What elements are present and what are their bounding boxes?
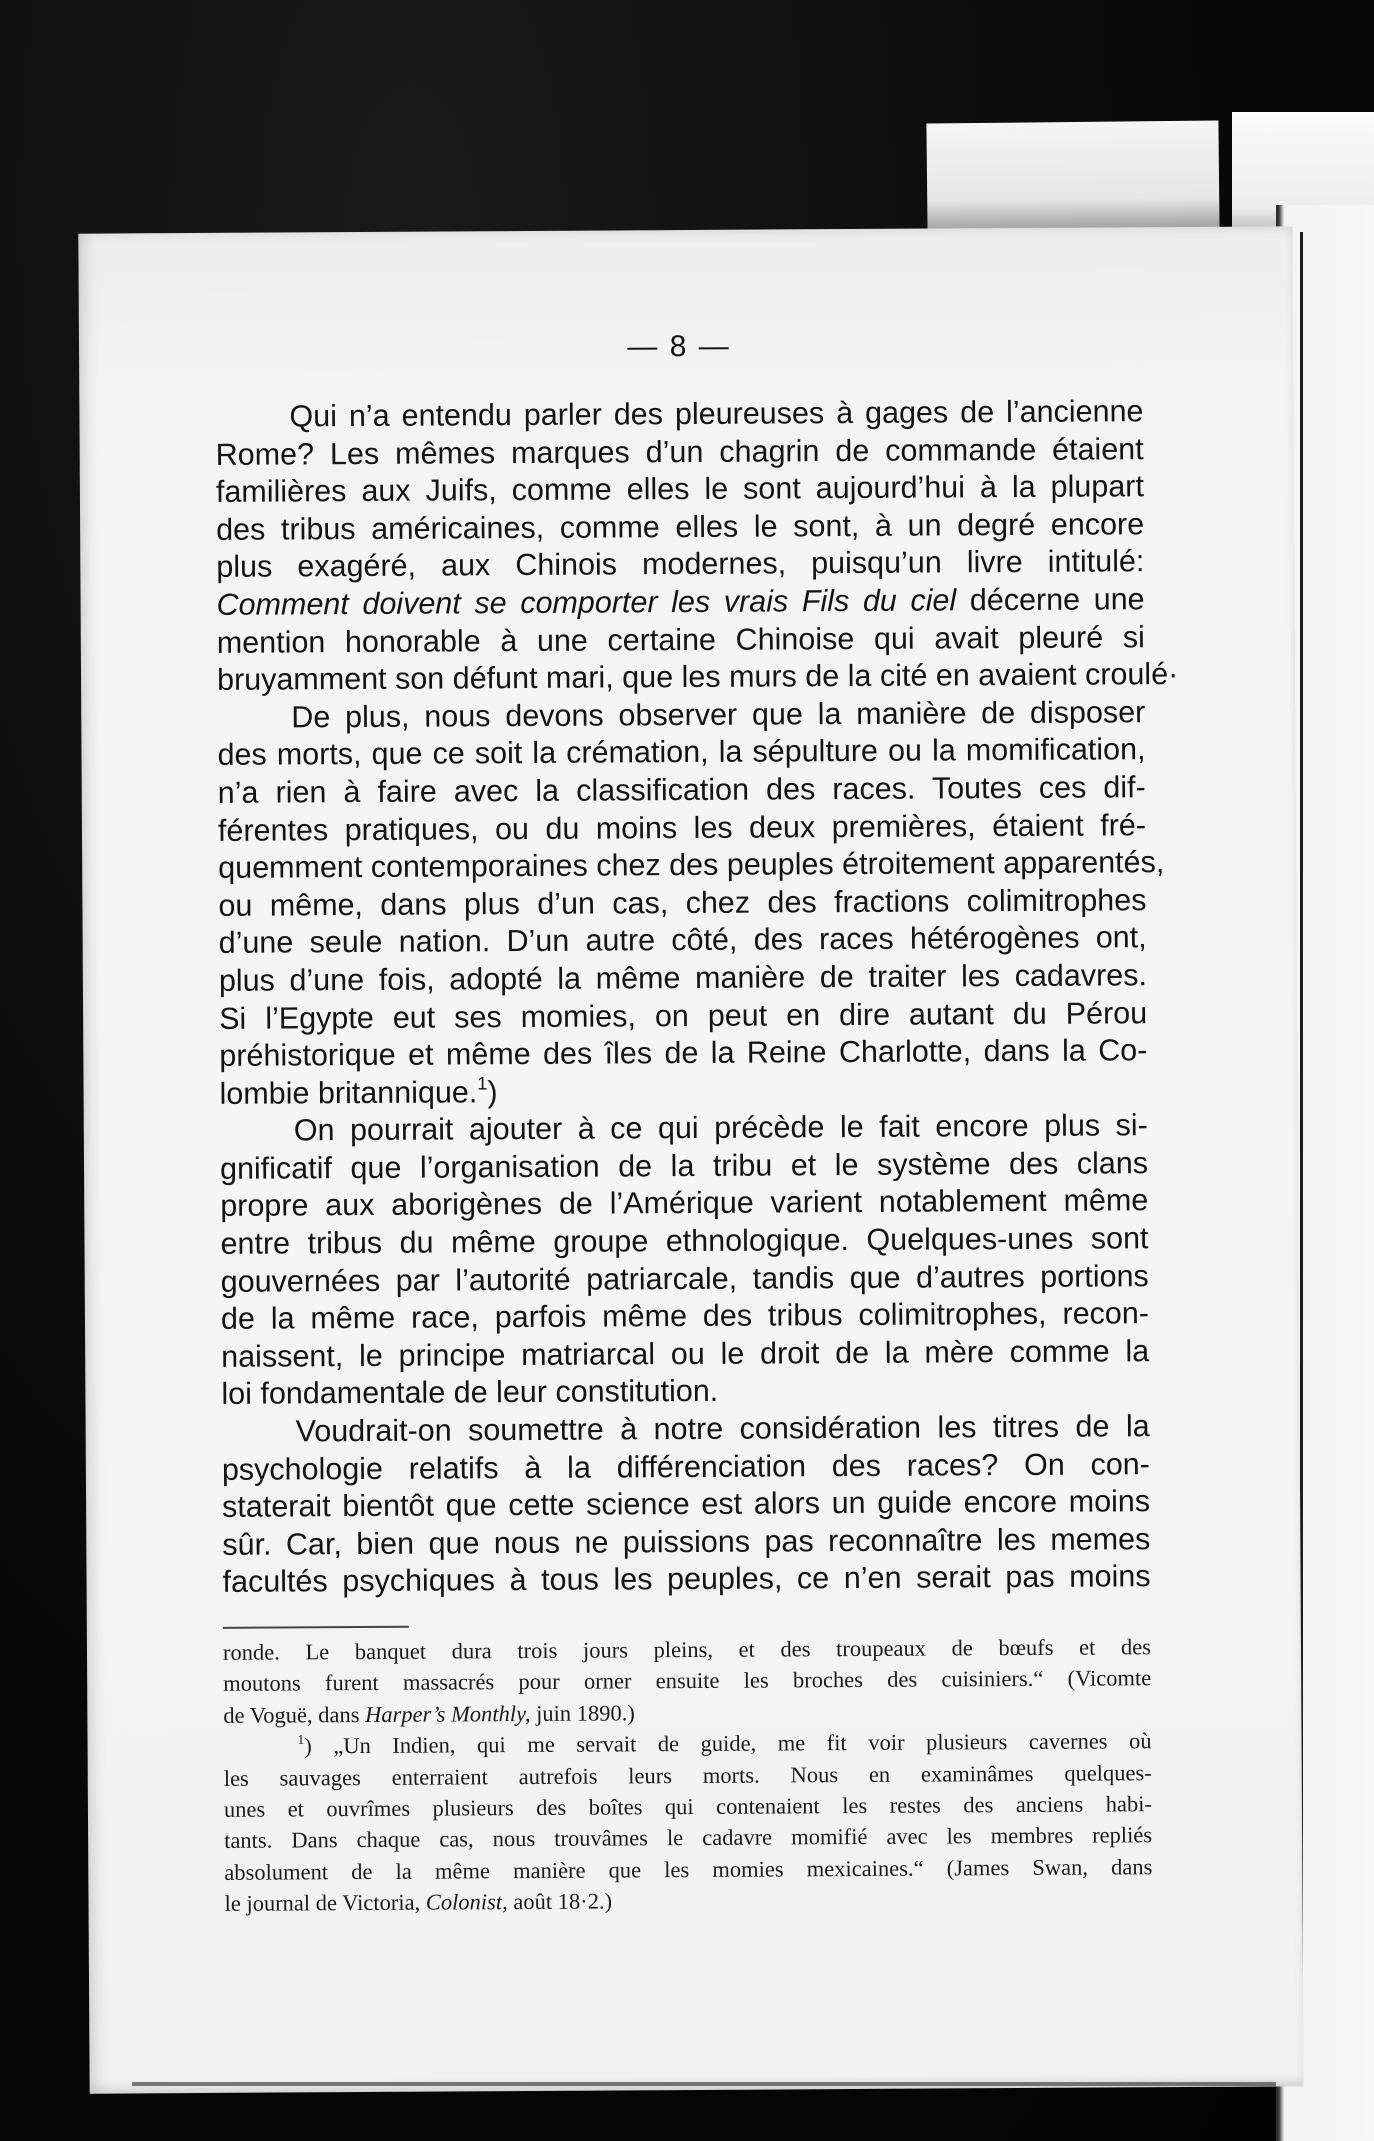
line-text: d’une seule nation. D’un autre côté, des races hétérogènes ont, [218, 920, 1147, 961]
line-text: de Voguë, dans [223, 1701, 366, 1728]
body-line [218, 769, 1146, 812]
footnote-rule [223, 1626, 409, 1629]
body-line [217, 619, 1145, 662]
page-text-block [214, 227, 1179, 1917]
paper-slip [926, 120, 1219, 233]
line-text: juin 1890.) [530, 1700, 635, 1726]
line-text: entre tribus du même groupe ethnologique. Quelques-unes sont [220, 1221, 1149, 1261]
line-text: décerne une [956, 582, 1145, 618]
page-bottom-edge [132, 2082, 1276, 2086]
body-line [219, 920, 1147, 963]
line-text: facultés psychiques à tous les peuples, ce n’en serait pas moins [222, 1559, 1151, 1600]
line-text: n’a rien à faire avec la classification des races. Toutes ces dif- [217, 770, 1146, 810]
line-text: loi fondamentale de leur constitution. [221, 1374, 719, 1412]
italic-title: Comment doivent se comporter les vrais Fils du ciel [216, 583, 957, 622]
body-line [220, 1220, 1148, 1263]
line-text: mention honorable à une certaine Chinoise qui avait pleuré si [216, 619, 1145, 660]
body-line [216, 506, 1144, 549]
line-text: le journal de Victoria, [224, 1889, 426, 1917]
body-line [220, 1145, 1148, 1188]
line-text: des morts, que ce soit la crémation, la sépulture ou la momification, [217, 732, 1146, 773]
body-line [220, 1107, 1148, 1150]
body-line [218, 844, 1165, 887]
line-text: lombie britannique. [219, 1074, 478, 1111]
line-text: de la même race, parfois même des tribus colimitrophes, recon- [220, 1296, 1150, 1337]
line-text: préhistorique et même des îles de la Reine Charlotte, dans la Co- [219, 1033, 1148, 1073]
line-text: Qui n’a entendu parler des pleureuses à gages de l’ancienne [289, 394, 1144, 434]
body-line [219, 995, 1147, 1038]
footnote-line [223, 1725, 1151, 1762]
italic-title: Colonist, [425, 1889, 508, 1915]
footnote-line [224, 1882, 1152, 1919]
body-line [215, 393, 1143, 436]
footnote-marker: 1 [477, 1072, 488, 1094]
line-text: unes et ouvrîmes plusieurs des boîtes qui contenaient les restes des anciens habi- [223, 1791, 1153, 1822]
line-text: psychologie relatifs à la différenciation des races? On con- [221, 1446, 1150, 1487]
body-line [218, 807, 1146, 850]
line-text: familières aux Juifs, comme elles le sont aujourd’hui à la plupart [215, 469, 1144, 510]
line-text: Voudrait-on soumettre à notre considération les titres de la [295, 1409, 1150, 1449]
line-text: moutons furent massacrés pour orner ensuite les broches des cuisiniers.“ (Vicomte [223, 1665, 1152, 1697]
body-line [222, 1408, 1150, 1451]
line-text: les sauvages enterraient autrefois leurs morts. Nous en examinâmes quelques- [223, 1759, 1152, 1791]
body-line [216, 581, 1144, 624]
italic-title: Harper’s Monthly, [364, 1700, 531, 1727]
body-line [222, 1559, 1150, 1602]
page-number: — 8 — [627, 329, 731, 364]
footnote-line [223, 1663, 1151, 1700]
line-text: absolument de la même manière que les momies mexicaines.“ (James Swan, dans [224, 1854, 1153, 1885]
body-line [222, 1521, 1150, 1564]
body-line [217, 732, 1145, 775]
body-line [217, 694, 1145, 737]
line-text: des tribus américaines, comme elles le sont, à un degré encore [216, 507, 1145, 547]
body-line [216, 544, 1144, 587]
line-text: gouvernées par l’autorité patriarcale, tandis que d’autres portions [220, 1258, 1149, 1299]
line-text: tants. Dans chaque cas, nous trouvâmes le cadavre momifié avec les membres repliés [224, 1822, 1153, 1854]
line-text: quemment contemporaines chez des peuples étroitement apparentés, [218, 845, 1165, 886]
body-line [221, 1371, 1149, 1414]
body-line [219, 1070, 1147, 1113]
body-line [218, 882, 1146, 925]
body-line [221, 1258, 1149, 1301]
body-line [220, 1183, 1148, 1226]
line-text: ) „Un Indien, qui me servait de guide, me fit voir plusieurs cavernes où [304, 1728, 1152, 1759]
footnotes [223, 1631, 1153, 1919]
body-line [221, 1333, 1149, 1376]
line-text: ) [487, 1074, 498, 1109]
book-page [78, 226, 1303, 2093]
body-line [216, 656, 1179, 699]
body-line [219, 957, 1147, 1000]
body-line [222, 1446, 1150, 1489]
body-line [222, 1483, 1150, 1526]
line-text: De plus, nous devons observer que la manière de disposer [291, 694, 1146, 735]
body-line [219, 1032, 1147, 1075]
line-text: bruyamment son défunt mari, que les murs de la cité en avaient croulé· [216, 657, 1179, 698]
line-text: On pourrait ajouter à ce qui précède le fait encore plus si- [293, 1108, 1148, 1148]
line-text: août 18·2.) [507, 1888, 613, 1915]
line-text: ou même, dans plus d’un cas, chez des fractions colimitrophes [218, 882, 1147, 923]
line-text: Si l’Egypte eut ses momies, on peut en dire autant du Pérou [219, 995, 1148, 1036]
line-text: plus exagéré, aux Chinois modernes, puisqu’un livre intitulé: [216, 544, 1145, 585]
line-text: plus d’une fois, adopté la même manière de traiter les cadavres. [218, 958, 1147, 998]
footnote-marker: 1 [297, 1732, 305, 1748]
line-text: naissent, le principe matriarcal ou le droit de la mère comme la [221, 1334, 1150, 1374]
footnote-line [224, 1851, 1152, 1888]
body-line [221, 1295, 1149, 1338]
body-line [216, 468, 1144, 511]
line-text: sûr. Car, bien que nous ne puissions pas reconnaître les memes [222, 1522, 1151, 1562]
line-text: propre aux aborigènes de l’Amérique varient notablement même [220, 1183, 1149, 1224]
line-text: ronde. Le banquet dura trois jours pleins, et des troupeaux de bœufs et des [222, 1634, 1152, 1665]
line-text: Rome? Les mêmes marques d’un chagrin de commande étaient [215, 431, 1144, 472]
body-line [216, 431, 1144, 474]
line-text: gnificatif que l’organisation de la tribu et le système des clans [219, 1146, 1149, 1186]
body-text [215, 393, 1179, 1602]
line-text: férentes pratiques, ou du moins les deux premières, étaient fré- [217, 807, 1147, 848]
line-text: staterait bientôt que cette science est alors un guide encore moins [222, 1484, 1151, 1525]
